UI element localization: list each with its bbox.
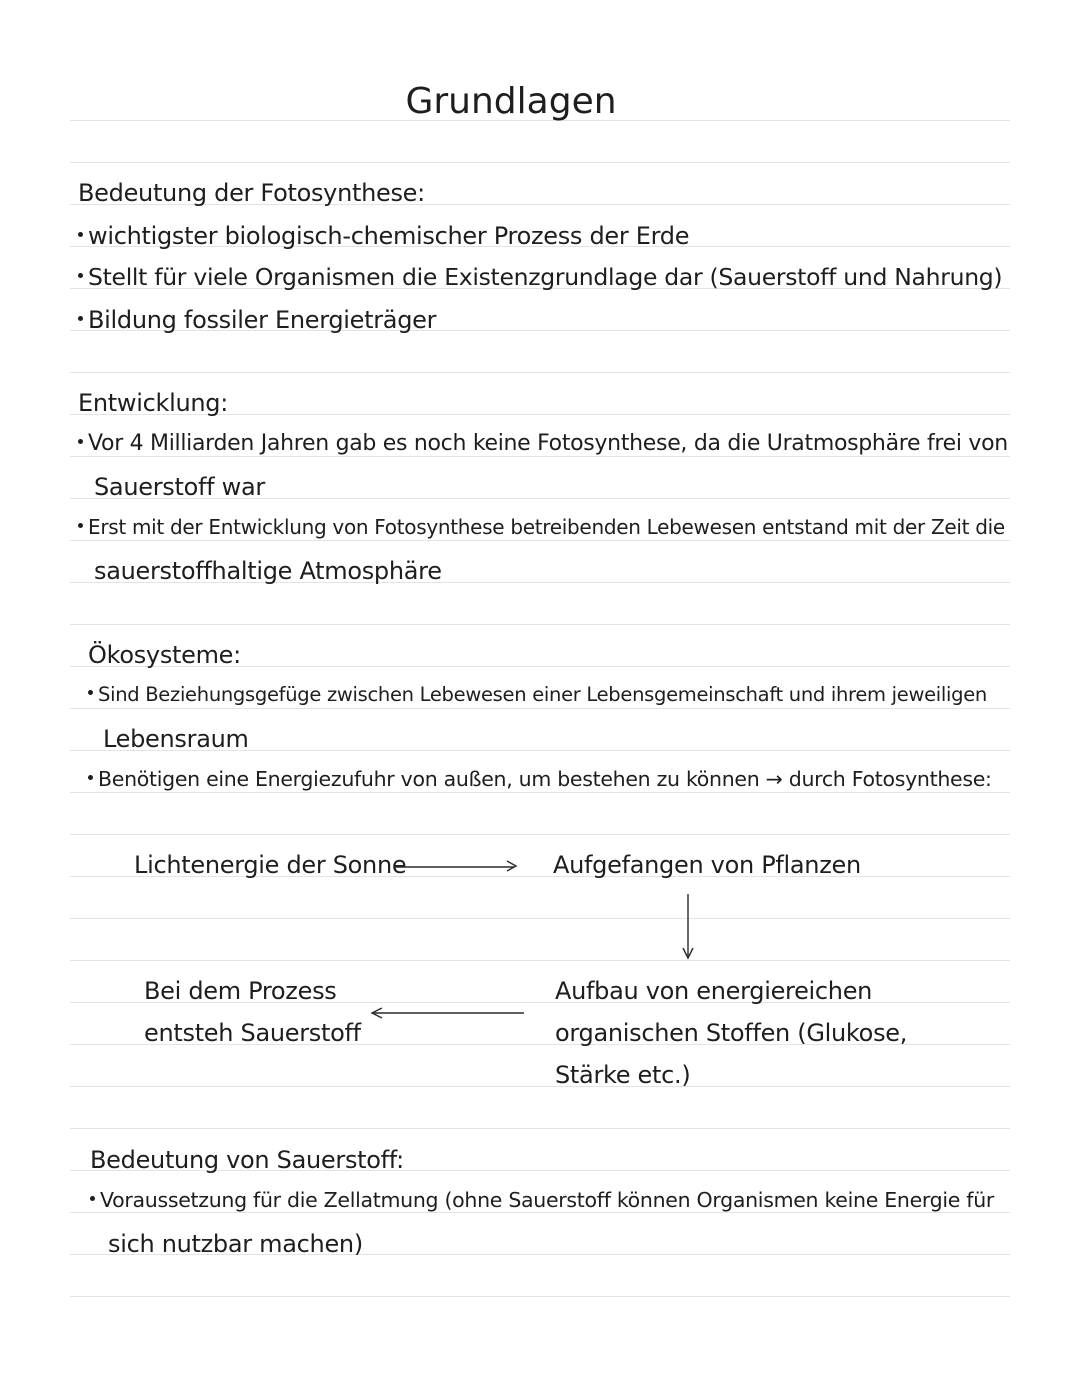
bullet-dot — [78, 523, 83, 528]
ruled-line — [70, 708, 1010, 709]
ruled-line — [70, 1086, 1010, 1087]
bullet-text: Stellt für viele Organismen die Existenzgrundlage dar (Sauerstoff und Nahrung) — [88, 263, 1003, 291]
bullet-item — [78, 308, 436, 332]
bullet-item — [88, 769, 992, 790]
ruled-line — [70, 624, 1010, 625]
ruled-line — [70, 792, 1010, 793]
bullet-dot — [78, 439, 83, 444]
bullet-dot — [90, 1196, 95, 1201]
bullet-item — [78, 517, 1005, 537]
bullet-item — [78, 433, 1008, 455]
section-heading-photosynthesis-importance: Bedeutung der Fotosynthese: — [78, 179, 425, 207]
bullet-continuation: sauerstoffhaltige Atmosphäre — [94, 557, 442, 585]
ruled-line — [70, 1212, 1010, 1213]
diagram-node-organic-substances-line: Stärke etc.) — [555, 1061, 691, 1089]
ruled-line — [70, 372, 1010, 373]
section-heading-development: Entwicklung: — [78, 389, 228, 417]
bullet-dot — [88, 775, 93, 780]
bullet-item — [88, 685, 987, 705]
diagram-node-oxygen-line: Bei dem Prozess — [144, 977, 337, 1005]
ruled-line — [70, 540, 1010, 541]
ruled-line — [70, 918, 1010, 919]
bullet-continuation: sich nutzbar machen) — [108, 1230, 363, 1258]
ruled-line — [70, 960, 1010, 961]
diagram-node-sunlight: Lichtenergie der Sonne — [134, 851, 407, 879]
bullet-text: Voraussetzung für die Zellatmung (ohne Sauerstoff können Organismen keine Energie für — [100, 1188, 995, 1212]
bullet-item — [78, 224, 689, 248]
bullet-dot — [78, 232, 83, 237]
bullet-dot — [78, 316, 83, 321]
arrow-down-icon — [678, 892, 698, 964]
ruled-line — [70, 162, 1010, 163]
section-heading-ecosystems: Ökosysteme: — [88, 641, 241, 669]
ruled-line — [70, 1128, 1010, 1129]
diagram-node-plants: Aufgefangen von Pflanzen — [553, 851, 861, 879]
arrow-right-icon — [392, 855, 524, 875]
bullet-dot — [88, 690, 93, 695]
ruled-line — [70, 834, 1010, 835]
bullet-item — [78, 263, 1003, 291]
bullet-text: Benötigen eine Energiezufuhr von außen, um bestehen zu können → durch Fotosynthese: — [98, 767, 992, 791]
bullet-text: Bildung fossiler Energieträger — [88, 306, 437, 334]
diagram-node-organic-substances-line: organischen Stoffen (Glukose, — [555, 1019, 908, 1047]
bullet-text: wichtigster biologisch-chemischer Prozess der Erde — [88, 222, 690, 250]
ruled-line — [70, 1296, 1010, 1297]
bullet-text: Vor 4 Milliarden Jahren gab es noch keine Fotosynthese, da die Uratmosphäre frei von — [88, 431, 1008, 456]
arrow-left-icon — [366, 1002, 528, 1022]
bullet-continuation: Sauerstoff war — [94, 473, 265, 501]
diagram-node-organic-substances-line: Aufbau von energiereichen — [555, 977, 873, 1005]
bullet-continuation: Lebensraum — [103, 725, 249, 753]
bullet-text: Erst mit der Entwicklung von Fotosynthese betreibenden Lebewesen entstand mit der Zeit die — [88, 515, 1005, 539]
bullet-dot — [78, 273, 83, 278]
bullet-text: Sind Beziehungsgefüge zwischen Lebewesen einer Lebensgemeinschaft und ihrem jeweiligen — [98, 683, 987, 706]
page-title: Grundlagen — [405, 81, 617, 122]
bullet-item — [90, 1190, 994, 1211]
ruled-line — [70, 456, 1010, 457]
diagram-node-oxygen-line: entsteh Sauerstoff — [144, 1019, 361, 1047]
section-heading-oxygen-importance: Bedeutung von Sauerstoff: — [90, 1146, 404, 1174]
